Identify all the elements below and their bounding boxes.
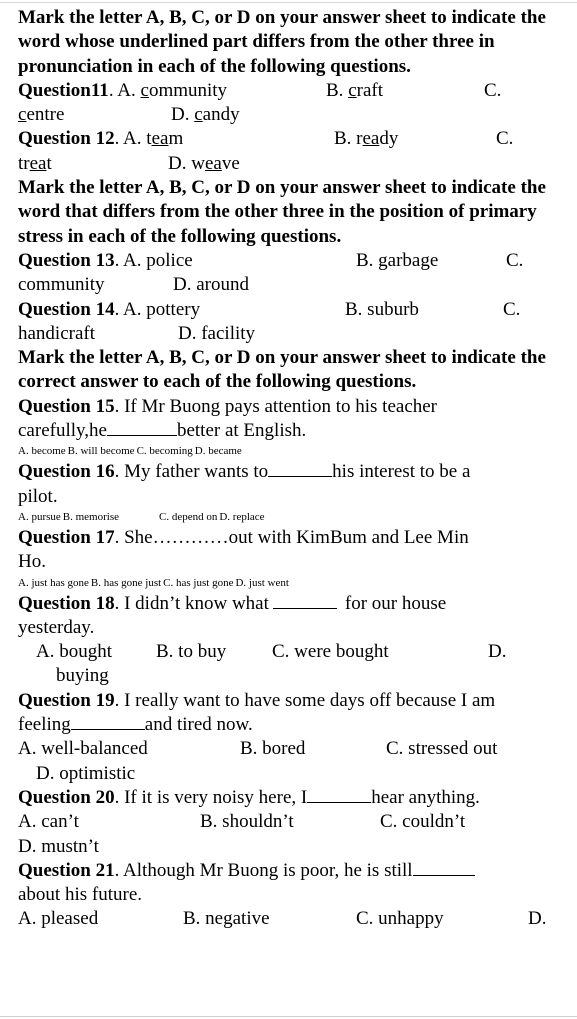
question-11-label: Question11 bbox=[18, 79, 109, 101]
question-15-line-2: carefully,he better at English. bbox=[18, 420, 307, 442]
question-19-label: Question 19 bbox=[18, 689, 115, 711]
question-12-option-c-letter[interactable]: C. bbox=[496, 128, 514, 150]
question-15-option-a[interactable]: A. become bbox=[18, 445, 66, 458]
question-17-option-c[interactable]: C. has just gone bbox=[163, 576, 234, 589]
question-17-option-a[interactable]: A. just has gone bbox=[18, 576, 89, 589]
question-14-option-a[interactable]: . A. pottery bbox=[114, 298, 201, 320]
question-18-line-2: yesterday. bbox=[18, 616, 95, 638]
question-21-line-1: Question 21. Although Mr Buong is poor, he is still bbox=[18, 859, 568, 883]
question-14-line-2 bbox=[18, 322, 568, 346]
question-20-option-a[interactable]: A. can’t bbox=[18, 811, 79, 833]
question-21-option-b[interactable]: B. negative bbox=[183, 908, 270, 930]
question-18-option-c[interactable]: C. were bought bbox=[272, 641, 389, 663]
question-15-line-1: Question 15. If Mr Buong pays attention to his teacher bbox=[18, 395, 438, 417]
question-14-label: Question 14 bbox=[18, 298, 115, 320]
answer-blank[interactable] bbox=[268, 461, 332, 477]
question-12-option-c[interactable]: treat bbox=[18, 152, 52, 174]
question-14-option-d[interactable]: D. facility bbox=[178, 322, 256, 344]
answer-blank[interactable] bbox=[71, 714, 145, 730]
answer-blank[interactable] bbox=[307, 787, 371, 803]
question-21-option-d-letter[interactable]: D. bbox=[528, 908, 547, 930]
question-18-line-1: Question 18. I didn’t know what for our house bbox=[18, 592, 447, 614]
question-11-line-1: Question11. A. community B. craft C. bbox=[18, 79, 568, 103]
question-13-option-c[interactable]: community bbox=[18, 274, 105, 296]
question-20-option-d[interactable]: D. mustn’t bbox=[18, 835, 99, 857]
question-17-label: Question 17 bbox=[18, 526, 115, 548]
question-11-option-d[interactable]: D. candy bbox=[171, 104, 240, 126]
question-21-line-2: about his future. bbox=[18, 884, 143, 906]
question-17-option-b[interactable]: B. has gone just bbox=[90, 576, 162, 589]
question-16-option-b[interactable]: B. memorise bbox=[62, 510, 119, 523]
question-18-label: Question 18 bbox=[18, 592, 115, 614]
bottom-divider bbox=[0, 1016, 577, 1017]
question-11-option-b[interactable]: B. craft bbox=[326, 79, 383, 101]
question-12-option-b[interactable]: B. ready bbox=[334, 128, 399, 150]
question-13-option-d[interactable]: D. around bbox=[173, 274, 249, 296]
question-20-option-b[interactable]: B. shouldn’t bbox=[200, 811, 294, 833]
question-21-options bbox=[18, 907, 568, 931]
question-17-line-2: Ho. bbox=[18, 551, 46, 573]
question-20-label: Question 20 bbox=[18, 786, 115, 808]
instruction-stress: Mark the letter A, B, C, or D on your answer sheet to indicate the word that differs from the other three in the position of primary stress in each of the following questions. bbox=[18, 177, 546, 247]
question-15-options bbox=[18, 443, 568, 460]
question-18-option-d-letter[interactable]: D. bbox=[488, 641, 507, 663]
instruction-correct-answer: Mark the letter A, B, C, or D on your answer sheet to indicate the correct answer to each of the following questions. bbox=[18, 347, 546, 393]
question-16-options bbox=[18, 509, 568, 526]
answer-blank[interactable] bbox=[107, 420, 177, 436]
question-19-option-a[interactable]: A. well-balanced bbox=[18, 738, 148, 760]
question-20-option-c[interactable]: C. couldn’t bbox=[380, 811, 466, 833]
question-19-options bbox=[18, 737, 568, 761]
question-20-line-1: Question 20. If it is very noisy here, I hear anything. bbox=[18, 786, 480, 808]
question-16-label: Question 16 bbox=[18, 461, 115, 483]
question-20-options bbox=[18, 810, 568, 834]
question-11-option-c-letter[interactable]: C. bbox=[484, 79, 502, 101]
question-19-option-c[interactable]: C. stressed out bbox=[386, 738, 498, 760]
question-15-label: Question 15 bbox=[18, 395, 115, 417]
question-14-option-c-letter[interactable]: C. bbox=[503, 298, 521, 320]
question-20-options-line-2 bbox=[18, 835, 568, 859]
question-16-line-1: Question 16. My father wants to his interest to be a bbox=[18, 461, 471, 483]
question-18-option-b[interactable]: B. to buy bbox=[156, 641, 227, 663]
question-18-option-d[interactable]: buying bbox=[56, 665, 109, 687]
question-11-option-c[interactable]: centre bbox=[18, 104, 65, 126]
question-21-label: Question 21 bbox=[18, 859, 115, 881]
question-15-option-d[interactable]: D. became bbox=[194, 445, 242, 458]
question-21-option-a[interactable]: A. pleased bbox=[18, 908, 99, 930]
question-17-line-1: Question 17. She…………out with KimBum and Lee Min bbox=[18, 526, 469, 548]
question-14-option-c[interactable]: handicraft bbox=[18, 322, 96, 344]
question-19-line-2: feeling and tired now. bbox=[18, 714, 253, 736]
question-12-line-2 bbox=[18, 152, 568, 176]
question-13-label: Question 13 bbox=[18, 249, 115, 271]
question-16-option-d[interactable]: D. replace bbox=[219, 510, 265, 523]
question-11-line-2 bbox=[18, 103, 568, 127]
question-19-option-b[interactable]: B. bored bbox=[240, 738, 306, 760]
question-12-label: Question 12 bbox=[18, 128, 115, 150]
question-12-line-1: Question 12. A. team B. ready C. bbox=[18, 127, 568, 151]
question-19-line-1: Question 19. I really want to have some days off because I am bbox=[18, 689, 496, 711]
question-14-line-1 bbox=[18, 298, 568, 322]
answer-blank[interactable] bbox=[273, 593, 337, 609]
question-12-option-d[interactable]: D. weave bbox=[168, 152, 240, 174]
question-15-option-c[interactable]: C. becoming bbox=[136, 445, 193, 458]
question-14-option-b[interactable]: B. suburb bbox=[345, 298, 419, 320]
answer-blank[interactable] bbox=[413, 860, 475, 876]
question-13-line-1 bbox=[18, 249, 568, 273]
question-18-options bbox=[18, 640, 568, 664]
question-17-options bbox=[18, 575, 568, 592]
question-19-option-d[interactable]: D. optimistic bbox=[36, 762, 136, 784]
question-16-option-c[interactable]: C. depend on bbox=[159, 510, 218, 523]
question-18-option-a[interactable]: A. bought bbox=[36, 641, 112, 663]
question-17-option-d[interactable]: D. just went bbox=[235, 576, 289, 589]
question-13-line-2 bbox=[18, 273, 568, 297]
question-19-options-line-2 bbox=[18, 762, 568, 786]
question-15-option-b[interactable]: B. will become bbox=[67, 445, 135, 458]
question-13-option-b[interactable]: B. garbage bbox=[356, 249, 439, 271]
top-divider bbox=[0, 2, 577, 3]
exam-page bbox=[18, 6, 568, 932]
question-16-line-2: pilot. bbox=[18, 485, 58, 507]
question-16-option-a[interactable]: A. pursue bbox=[18, 510, 61, 523]
question-13-option-a[interactable]: . A. police bbox=[114, 249, 193, 271]
question-13-option-c-letter[interactable]: C. bbox=[506, 249, 524, 271]
question-18-options-line-2 bbox=[18, 664, 568, 688]
question-21-option-c[interactable]: C. unhappy bbox=[356, 908, 444, 930]
instruction-pronunciation: Mark the letter A, B, C, or D on your answer sheet to indicate the word whose underlined part differs from the other three in pronunciation in each of the following questions. bbox=[18, 7, 546, 77]
